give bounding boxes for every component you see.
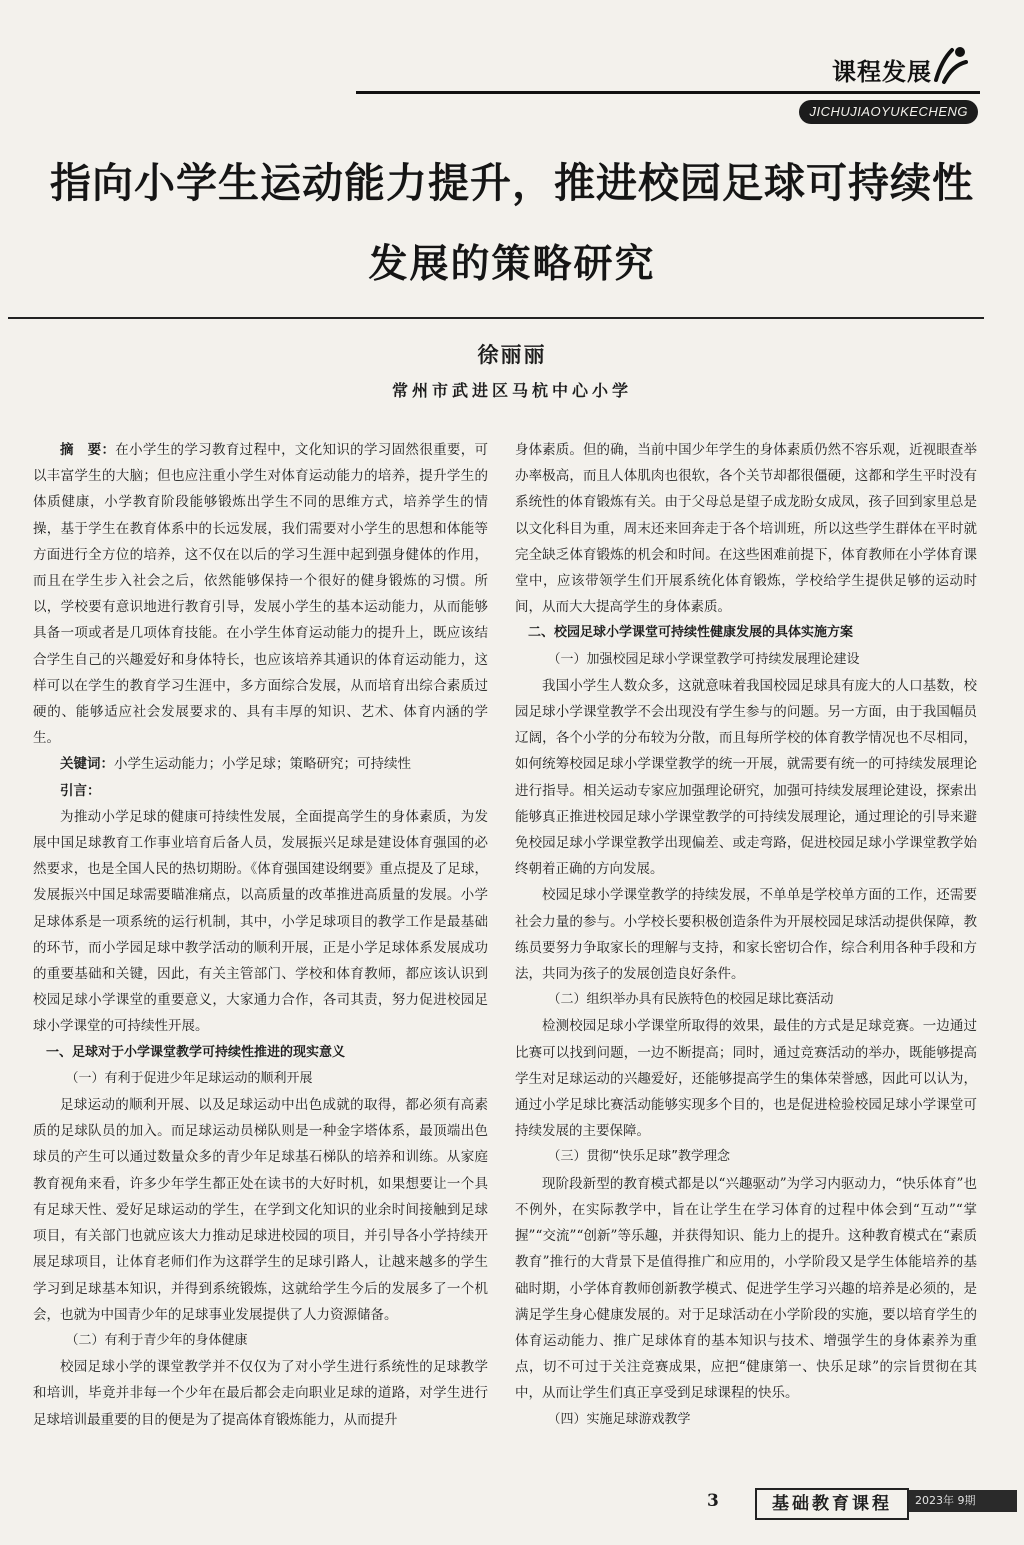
section-2-subheading-2: （二）组织举办具有民族特色的校园足球比赛活动	[547, 992, 834, 1008]
issue-label: 2023年 9期	[909, 1490, 1017, 1512]
section-2-paragraph-1: 我国小学生人数众多，这就意味着我国校园足球具有庞大的人口基数，校园足球小学课堂教学不会出现没有学生参与的问题。另一方面，由于我国幅员辽阔，各个小学的分布较为分散，而且每所学校的体育教学情况也不尽相同，如何统筹校园足球小学课堂教学的统一开展，就需要有统一的可持续发展理论进行指导。相关运动专家应加强理论研究，加强可持续发展理论建设，探索出能够真正推进校园足球小学课堂教学的可持续发展理论，通过理论的引导来避免校园足球小学课堂教学出现偏差、或走弯路，促进校园足球小学课堂教学始终朝着正确的方向发展。	[515, 677, 977, 878]
section-2-paragraph-4: 现阶段新型的教育模式都是以“兴趣驱动”为学习内驱动力，“快乐体育”也不例外，在实际教学中，旨在让学生在学习体育的过程中体会到“互动”“掌握”“交流”“创新”等乐趣，并获得知识、能力上的提升。这种教育模式在“素质教育”推行的大背景下是值得推广和应用的，小学阶段又是学生体能培养的基础时期，小学体育教师创新教学模式、促进学生学习兴趣的培养是必须的，是满足学生身心健康发展的。对于足球活动在小学阶段的实施，要以培育学生的体育运动能力、推广足球体育的基本知识与技术、增强学生的身体素养为重点，切不可过于关注竞赛成果，应把“健康第一、快乐足球”的宗旨贯彻在其中，从而让学生们真正享受到足球课程的快乐。	[515, 1175, 977, 1402]
author-affiliation: 常州市武进区马杭中心小学	[391, 381, 632, 400]
journal-name: 基础教育课程	[755, 1488, 909, 1520]
article-title-line-1: 指向小学生运动能力提升，推进校园足球可持续性	[50, 159, 974, 207]
section-2-subheading-4: （四）实施足球游戏教学	[547, 1411, 691, 1427]
journal-emblem-icon	[930, 44, 970, 86]
keywords-label: 关键词：	[60, 756, 114, 773]
section-1-subheading-1: （一）有利于促进少年足球运动的顺利开展	[65, 1070, 313, 1086]
section-2-paragraph-3: 检测校园足球小学课堂所取得的效果，最佳的方式是足球竞赛。一边通过比赛可以找到问题，一边不断提高；同时，通过竞赛活动的举办，既能够提高学生对足球运动的兴趣爱好，还能够提高学生的集体荣誉感，因此可以认为，通过小学足球比赛活动能够实现多个目的，也是促进检验校园足球小学课堂可持续发展的主要保障。	[515, 1018, 977, 1140]
keywords-paragraph	[33, 751, 488, 777]
keywords-text: 小学生运动能力；小学足球；策略研究；可持续性	[114, 756, 411, 773]
section-label: 课程发展	[832, 58, 932, 86]
abstract-paragraph	[33, 437, 488, 751]
page-number: 3	[707, 1491, 719, 1511]
section-2-subheading-3: （三）贯彻“快乐足球”教学理念	[547, 1149, 730, 1165]
author-name: 徐丽丽	[477, 343, 547, 367]
section-2-heading: 二、校园足球小学课堂可持续性健康发展的具体实施方案	[528, 625, 854, 641]
section-2-subheading-1: （一）加强校园足球小学课堂教学可持续发展理论建设	[547, 651, 860, 667]
intro-label: 引言：	[60, 782, 101, 799]
section-2-paragraph-2: 校园足球小学课堂教学的持续发展，不单单是学校单方面的工作，还需要社会力量的参与。小学校长要积极创造条件为开展校园足球活动提供保障，教练员要努力争取家长的理解与支持，和家长密切合作，综合利用各种手段和方法，共同为孩子的发展创造良好条件。	[515, 887, 977, 983]
intro-paragraph: 为推动小学足球的健康可持续性发展，全面提高学生的身体素质，为发展中国足球教育工作事业培育后备人员，发展振兴足球是建设体育强国的必然要求，也是全国人民的热切期盼。《体育强国建设纲要》重点提及了足球，发展振兴中国足球需要瞄准痛点，以高质量的改革推进高质量的发展。小学足球体系是一项系统的运行机制，其中，小学足球项目的教学工作是最基础的环节，而小学园足球中教学活动的顺利开展，正是小学足球体系发展成功的重要基础和关键，因此，有关主管部门、学校和体育教师，都应该认识到校园足球小学课堂的重要意义，大家通力合作，各司其责，努力促进校园足球小学课堂的可持续性开展。	[33, 808, 488, 1035]
section-1-paragraph-1: 足球运动的顺利开展、以及足球运动中出色成就的取得，都必须有高素质的足球队员的加入。而足球运动员梯队则是一种金字塔体系，最顶端出色球员的产生可以通过数量众多的青少年足球基石梯队的培养和训练。从家庭教育视角来看，许多少年学生都正处在读书的大好时机，如果想要让一个具有足球天性、爱好足球运动的学生，在学到文化知识的业余时间接触到足球项目，有关部门也就应该大力推动足球进校园的项目，并引导各小学持续开展足球项目，让体育老师们作为这群学生的足球引路人，让越来越多的学生学习到足球基本知识，并得到系统锻炼，这就给学生今后的发展多了一个机会，也就为中国青少年的足球事业发展提供了人力资源储备。	[33, 1097, 488, 1323]
abstract-text: 在小学生的学习教育过程中，文化知识的学习固然很重要，可以丰富学生的大脑；但也应注重小学生对体育运动能力的培养，提升学生的体质健康，小学教育阶段能够锻炼出学生不同的思维方式，培养学生的情操，基于学生在教育体系中的长远发展，我们需要对小学生的思想和体能等方面进行全方位的培养，这不仅在以后的学习生涯中起到强身健体的作用，而且在学生步入社会之后，依然能够保持一个很好的健身锻炼的习惯。所以，学校要有意识地进行教育引导，发展小学生的基本运动能力，从而能够具备一项或者是几项体育技能。在小学生体育运动能力的提升上，既应该结合学生自己的兴趣爱好和身体特长，也应该培养其通识的体育运动能力，这样可以在学生的教育学习生涯中，多方面综合发展，从而培育出综合素质过硬的、能够适应社会发展要求的、具有丰厚的知识、艺术、体育内涵的学生。	[33, 442, 489, 747]
left-column	[33, 437, 488, 1433]
right-column	[515, 437, 977, 1433]
article-title-line-2: 发展的策略研究	[368, 242, 656, 287]
abstract-label: 摘 要：	[60, 442, 116, 458]
section-1-subheading-2: （二）有利于青少年的身体健康	[65, 1332, 248, 1348]
header-rule	[356, 91, 980, 94]
series-badge: JICHUJIAOYUKECHENG	[799, 100, 978, 124]
section-1-paragraph-2: 校园足球小学的课堂教学并不仅仅为了对小学生进行系统性的足球教学和培训，毕竟并非每一个少年在最后都会走向职业足球的道路，对学生进行足球培训最重要的目的便是为了提高体育锻炼能力，从而提升	[33, 1359, 488, 1428]
continued-paragraph: 身体素质。但的确，当前中国少年学生的身体素质仍然不容乐观，近视眼查举办率极高，而且人体肌肉也很软，各个关节却都很僵硬，这都和学生平时没有系统性的体育锻炼有关。由于父母总是望子成龙盼女成凤，孩子回到家里总是以文化科目为重，周末还来回奔走于各个培训班，所以这些学生群体在平时就完全缺乏体育锻炼的机会和时间。在这些困难前提下，体育教师在小学体育课堂中，应该带领学生们开展系统化体育锻炼，学校给学生提供足够的运动时间，从而大大提高学生的身体素质。	[515, 442, 977, 616]
title-divider	[8, 317, 984, 319]
section-1-heading: 一、足球对于小学课堂教学可持续性推进的现实意义	[46, 1044, 346, 1060]
